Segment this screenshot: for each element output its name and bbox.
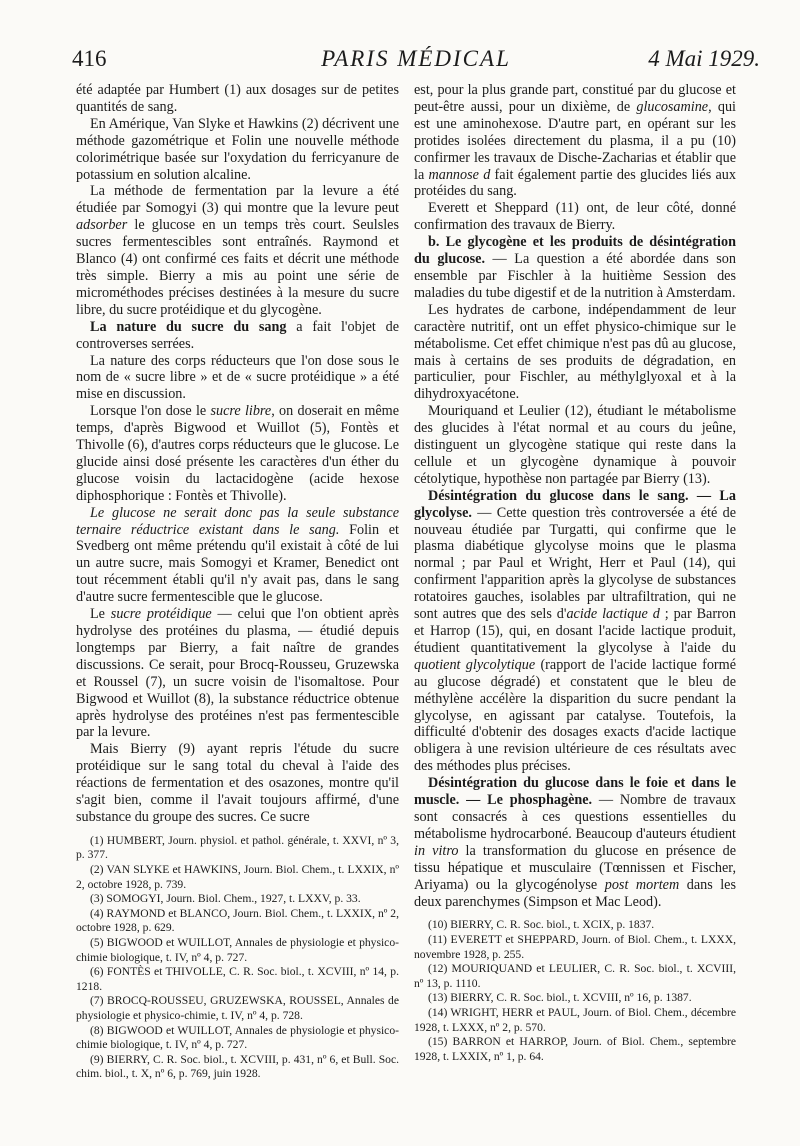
page-number: 416 (72, 46, 107, 71)
section-heading-paragraph: La nature du sucre du sang a fait l'objet de controverses serrées. (76, 318, 399, 352)
footnotes (76, 834, 399, 1082)
paragraph: Everett et Sheppard (11) ont, de leur côté, donné confirmation des travaux de Bierry. (414, 200, 736, 234)
paragraph: La nature des corps réducteurs que l'on dose sous le nom de « sucre libre » et de « sucre protéidique » a été mise en discussion. (76, 352, 399, 403)
right-column (414, 82, 736, 1064)
footnote: (7) BROCQ-ROUSSEU, GRUZEWSKA, ROUSSEL, Annales de physiologie et physico-chimie, t. IV, nº 4, p. 728. (76, 994, 399, 1022)
footnote: (3) SOMOGYI, Journ. Biol. Chem., 1927, t. LXXV, p. 33. (90, 892, 361, 906)
paragraph: En Amérique, Van Slyke et Hawkins (2) décrivent une méthode gazométrique et Folin une nouvelle méthode colorimétrique basée sur l'oxydation du ferricyanure de potassium en solution alcaline. (76, 115, 399, 183)
footnote: (14) WRIGHT, HERR et PAUL, Journ. of Biol. Chem., décembre 1928, t. LXXX, nº 2, p. 570. (414, 1005, 736, 1034)
paragraph: La méthode de fermentation par la levure a été étudiée par Somogyi (3) qui montre que la levure peut adsorber le glucose en un temps très court. Seulsles sucres fermentescibles sont entraînés. Raymond et Blanco (4) ont confirmé ces faits et décrit une méthode très simple. Bierry a mis au point une série de microméthodes précises destinées à la mesure du sucre libre, du sucre protéidique et du glycogène. (76, 183, 399, 318)
section-heading-paragraph: b. Le glycogène et les produits de désintégration du glucose. — La question a été abordée dans son ensemble par Fischler à la huitième Session des maladies du tube digestif et de la nutrition à Amsterdam. (414, 234, 736, 301)
footnote: (2) VAN SLYKE et HAWKINS, Journ. Biol. Chem., t. LXXIX, nº 2, octobre 1928, p. 739. (76, 863, 399, 891)
left-column (76, 82, 399, 1082)
paragraph: Lorsque l'on dose le sucre libre, on doserait en même temps, d'après Bigwood et Wuillot (5), Fontès et Thivolle (6), d'autres corps réducteurs que le glucose. Le glucide ainsi dosé présente les caractères d'un éther du glucose voisin du lactacidogène (acide hexose diphosphorique : Fontès et Thivolle). (76, 403, 399, 504)
section-heading-paragraph: Désintégration du glucose dans le sang. — La glycolyse. — Cette question très controversée a été de nouveau étudiée par Turgatti, qui confirme que le plasma diabétique glycolyse moins que le plasma normal ; par Paul et Wright, Herr et Paul (14), qui confirment l'apparition après la glycolyse de substances rotatoires gauches, isolables par ultrafiltration, qui ne sont autres que des sels d'acide lactique d ; par Barron et Harrop (15), qui, en dosant l'acide lactique produit, étudient quantitativement la glycolyse à l'aide du quotient glycolytique (rapport de l'acide lactique formé au glucose dégradé) et constatent que le bleu de méthylène accélère la disparition du sucre pendant la glycolyse, en agissant par catalyse. Toutefois, la difficulté d'obtenir des dosages exacts d'acide lactique obligera à une revision ultérieure de ces résultats avec des méthodes plus précises. (414, 487, 736, 775)
run-in-heading: La nature du sucre du sang (90, 318, 287, 335)
paragraph: Le glucose ne serait donc pas la seule substance ternaire réductrice existant dans le sang. Folin et Svedberg ont même prétendu qu'il existait à côté de lui un autre sucre, mais Somogyi et Kramer, Benedict ont tout récemment établi qu'il n'y avait pas, dans le sang d'autre sucre fermentescible que le glucose. (76, 504, 399, 606)
run-in-heading: b. Le glycogène et les produits de désintégration du glucose. (414, 234, 736, 268)
page-header (72, 42, 760, 76)
footnote: (1) HUMBERT, Journ. physiol. et pathol. générale, t. XXVI, nº 3, p. 377. (76, 833, 399, 862)
footnotes (414, 918, 736, 1064)
paragraph: été adaptée par Humbert (1) aux dosages sur de petites quantités de sang. (76, 82, 399, 115)
footnote: (9) BIERRY, C. R. Soc. biol., t. XCVIII, p. 431, nº 6, et Bull. Soc. chim. biol., t. X, nº 6, p. 769, juin 1928. (76, 1052, 399, 1081)
footnote: (6) FONTÈS et THIVOLLE, C. R. Soc. biol., t. XCVIII, nº 14, p. 1218. (76, 965, 399, 993)
journal-title: PARIS MÉDICAL (321, 46, 511, 71)
issue-date: 4 Mai 1929. (648, 46, 760, 71)
paragraph: est, pour la plus grande part, constitué par du glucose et peut-être aussi, pour un dixième, de glucosamine, qui est une aminohexose. D'autre part, en opérant sur les protides isolées directement du plasma, il a pu (10) confirmer les travaux de Dische-Zacharias et établir que la mannose d fait également partie des glucides liés aux protéides du sang. (414, 82, 736, 200)
footnote: (10) BIERRY, C. R. Soc. biol., t. XCIX, p. 1837. (428, 918, 655, 932)
footnote: (4) RAYMOND et BLANCO, Journ. Biol. Chem., t. LXXIX, nº 2, octobre 1928, p. 629. (76, 906, 399, 935)
section-heading-paragraph: Désintégration du glucose dans le foie et dans le muscle. — Le phosphagène. — Nombre de travaux sont consacrés à ces questions essentielles du métabolisme hydrocarboné. Beaucoup d'auteurs étudient in vitro la transformation du glucose en présence de tissu hépatique et musculaire (Tœnnissen et Fischer, Ariyama) ou la glycogénolyse post mortem dans les deux parenchymes (Simpson et Mac Leod). (414, 775, 736, 910)
paragraph: Mais Bierry (9) ayant repris l'étude du sucre protéidique sur le sang total du cheval à l'aide des réactions de fermentation et des osazones, montre qu'il s'agit bien, comme il l'avait toujours affirmé, d'une substance du groupe des sucres. Ce sucre (76, 741, 399, 825)
paragraph: Le sucre protéidique — celui que l'on obtient après hydrolyse des protéines du plasma, — étudié depuis longtemps par Bierry, a fait naître de grandes discussions. Ce serait, pour Brocq-Rousseu, Gruzewska et Roussel (7), un sucre voisin de l'isomaltose. Pour Bigwood et Wuillot (8), la substance réductrice obtenue après hydrolyse des protéines n'est pas fermentescible par la levure. (76, 606, 399, 741)
paragraph: Mouriquand et Leulier (12), étudiant le métabolisme des glucides à l'état normal et au cours du jeûne, distinguent un glycogène statique qui reste dans la cellule et un glycogène dynamique à pouvoir cétolytique, hypothèse non partagée par Bierry (13). (414, 403, 736, 487)
run-in-heading: Désintégration du glucose dans le foie et dans le muscle. — Le phosphagène. (414, 775, 736, 809)
footnote: (8) BIGWOOD et WUILLOT, Annales de physiologie et physico-chimie biologique, t. IV, nº 4, p. 727. (76, 1023, 399, 1052)
footnote: (15) BARRON et HARROP, Journ. of Biol. Chem., septembre 1928, t. LXXIX, nº 1, p. 64. (414, 1035, 736, 1063)
run-in-heading: Désintégration du glucose dans le sang. — La glycolyse. (414, 487, 736, 521)
footnote: (13) BIERRY, C. R. Soc. biol., t. XCVIII, nº 16, p. 1387. (428, 991, 692, 1005)
footnote: (12) MOURIQUAND et LEULIER, C. R. Soc. biol., t. XCVIII, nº 13, p. 1110. (414, 962, 736, 990)
paragraph: Les hydrates de carbone, indépendamment de leur caractère nutritif, ont un effet physico-chimique sur le métabolisme. Cet effet chimique n'est pas dû au glucose, mais à certains de ses produits de dégradation, en particulier, pour Fischler, au méthylglyoxal et à la dihydroxyacétone. (414, 301, 736, 403)
footnote: (5) BIGWOOD et WUILLOT, Annales de physiologie et physico-chimie biologique, t. IV, nº 4, p. 727. (76, 936, 399, 964)
footnote: (11) EVERETT et SHEPPARD, Journ. of Biol. Chem., t. LXXX, novembre 1928, p. 255. (414, 933, 736, 961)
